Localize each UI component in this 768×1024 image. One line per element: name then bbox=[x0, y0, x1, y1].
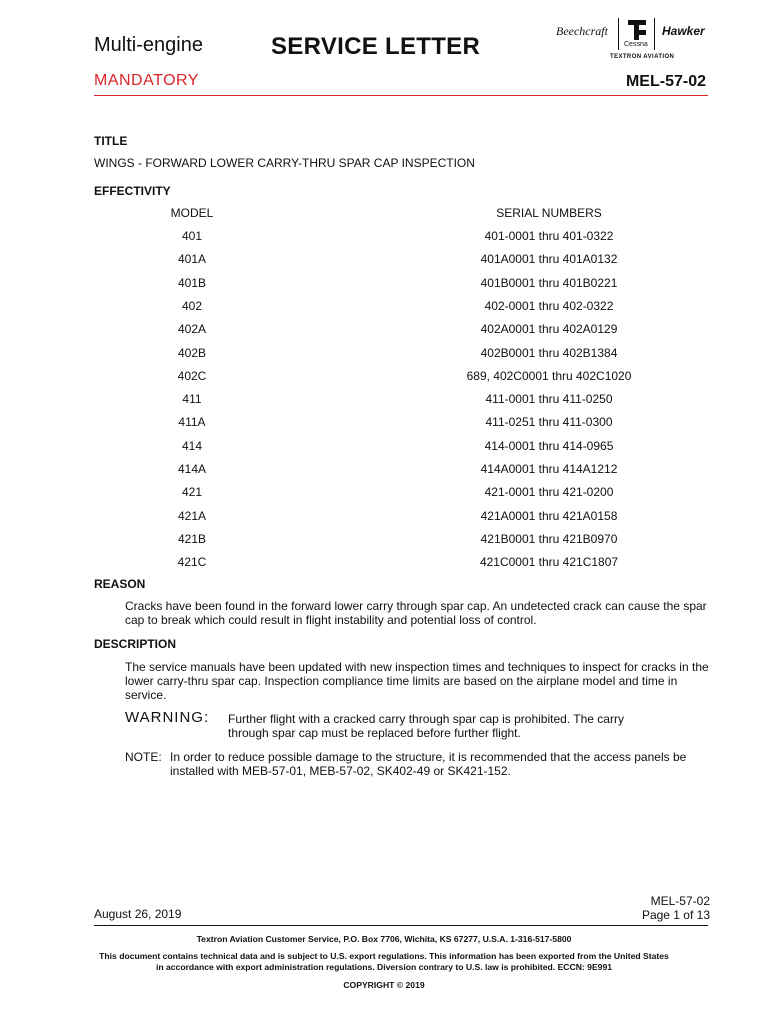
reason-heading: REASON bbox=[94, 577, 146, 591]
model-cell: 411A bbox=[178, 415, 206, 430]
effectivity-row bbox=[0, 322, 768, 342]
serial-cell: 411-0001 thru 411-0250 bbox=[485, 392, 613, 407]
model-cell: 401 bbox=[181, 229, 203, 243]
page-indicator: Page 1 of 13 bbox=[641, 908, 710, 922]
footer-rule bbox=[94, 925, 708, 926]
reason-text: Cracks have been found in the forward lower carry through spar cap. An undetected crack can cause the spar cap to break which could result in flight instability and potential loss of control. bbox=[125, 599, 707, 627]
export-notice-line2: in accordance with export administration regulations. Diversion contrary to U.S. law is prohibited. ECCN: 9E991 bbox=[155, 962, 613, 972]
mandatory-status: MANDATORY bbox=[94, 72, 199, 89]
serial-cell: 402-0001 thru 402-0322 bbox=[484, 298, 614, 313]
effectivity-row bbox=[0, 299, 768, 319]
title-heading: TITLE bbox=[94, 134, 128, 148]
serial-cell: 401-0001 thru 401-0322 bbox=[484, 229, 614, 243]
model-cell: 414A bbox=[177, 462, 207, 476]
model-cell: 414 bbox=[181, 438, 203, 453]
footer-date: August 26, 2019 bbox=[94, 907, 182, 921]
serial-cell: 421A0001 thru 421A0158 bbox=[480, 508, 618, 523]
model-cell: 421C bbox=[177, 555, 207, 570]
effectivity-row bbox=[0, 229, 768, 249]
effectivity-row bbox=[0, 555, 768, 575]
model-cell: 401A bbox=[177, 252, 207, 267]
model-cell: 421B bbox=[177, 531, 207, 546]
logo-divider bbox=[654, 18, 655, 50]
hawker-logo: Hawker bbox=[662, 24, 705, 38]
copyright: COPYRIGHT © 2019 bbox=[343, 980, 425, 990]
effectivity-row bbox=[0, 485, 768, 505]
model-column-header: MODEL bbox=[170, 206, 214, 220]
model-cell: 402C bbox=[177, 368, 207, 383]
effectivity-row bbox=[0, 439, 768, 459]
description-heading: DESCRIPTION bbox=[94, 637, 177, 651]
document-category: Multi-engine bbox=[94, 34, 203, 56]
effectivity-row bbox=[0, 276, 768, 296]
cessna-logo-text: Cessna bbox=[624, 41, 648, 48]
model-cell: 402 bbox=[181, 298, 203, 313]
brand-logos bbox=[556, 14, 716, 64]
effectivity-row bbox=[0, 369, 768, 389]
document-type-title: SERVICE LETTER bbox=[271, 33, 481, 60]
model-cell: 402A bbox=[177, 322, 207, 337]
serial-cell: 421C0001 thru 421C1807 bbox=[479, 555, 619, 570]
serial-cell: 402A0001 thru 402A0129 bbox=[480, 322, 618, 337]
serial-cell: 414-0001 thru 414-0965 bbox=[484, 438, 614, 453]
warning-text: Further flight with a cracked carry through spar cap is prohibited. The carry through spar cap must be replaced before further flight. bbox=[228, 712, 624, 740]
serial-cell: 689, 402C0001 thru 402C1020 bbox=[466, 368, 632, 383]
textron-aviation-logo: TEXTRON AVIATION bbox=[610, 54, 675, 60]
note-text: In order to reduce possible damage to the structure, it is recommended that the access panels be installed with MEB-57-01, MEB-57-02, SK402-49 or SK421-152. bbox=[170, 750, 687, 778]
description-text: The service manuals have been updated with new inspection times and techniques to inspect for cracks in the lower carry-thru spar cap. Inspection compliance time limits are based on the airplane model and time in service. bbox=[125, 660, 709, 702]
effectivity-row bbox=[0, 532, 768, 552]
warning-label: WARNING: bbox=[125, 709, 210, 726]
serial-cell: 401A0001 thru 401A0132 bbox=[480, 252, 618, 267]
model-cell: 421A bbox=[177, 508, 207, 523]
model-cell: 402B bbox=[177, 345, 207, 360]
title-text: WINGS - FORWARD LOWER CARRY-THRU SPAR CAP INSPECTION bbox=[94, 156, 475, 170]
serial-cell: 421B0001 thru 421B0970 bbox=[480, 531, 618, 546]
footer-address: Textron Aviation Customer Service, P.O. Box 7706, Wichita, KS 67277, U.S.A. 1-316-517-5800 bbox=[196, 934, 572, 944]
effectivity-row bbox=[0, 415, 768, 435]
serial-cell: 402B0001 thru 402B1384 bbox=[480, 345, 618, 360]
model-cell: 421 bbox=[181, 485, 203, 500]
effectivity-heading: EFFECTIVITY bbox=[94, 184, 171, 198]
header-doc-number: MEL-57-02 bbox=[625, 73, 706, 90]
model-cell: 411 bbox=[182, 392, 202, 407]
effectivity-row bbox=[0, 392, 768, 412]
serial-cell: 411-0251 thru 411-0300 bbox=[485, 415, 613, 430]
effectivity-header-row bbox=[0, 206, 768, 226]
serial-cell: 421-0001 thru 421-0200 bbox=[484, 485, 614, 500]
effectivity-row bbox=[0, 252, 768, 272]
serial-cell: 414A0001 thru 414A1212 bbox=[480, 462, 618, 476]
serial-cell: 401B0001 thru 401B0221 bbox=[480, 275, 618, 290]
model-cell: 401B bbox=[177, 275, 207, 290]
export-notice-line1: This document contains technical data and is subject to U.S. export regulations. This information has been exported from the United States bbox=[99, 951, 669, 961]
serial-column-header: SERIAL NUMBERS bbox=[496, 206, 602, 220]
beechcraft-logo: Beechcraft bbox=[556, 24, 608, 38]
effectivity-row bbox=[0, 462, 768, 482]
footer-doc-number: MEL-57-02 bbox=[650, 894, 710, 908]
effectivity-row bbox=[0, 346, 768, 366]
footer-doc-info bbox=[642, 894, 710, 922]
note-label: NOTE: bbox=[125, 750, 162, 764]
effectivity-row bbox=[0, 509, 768, 529]
logo-divider bbox=[618, 18, 619, 50]
header-rule bbox=[94, 95, 708, 96]
